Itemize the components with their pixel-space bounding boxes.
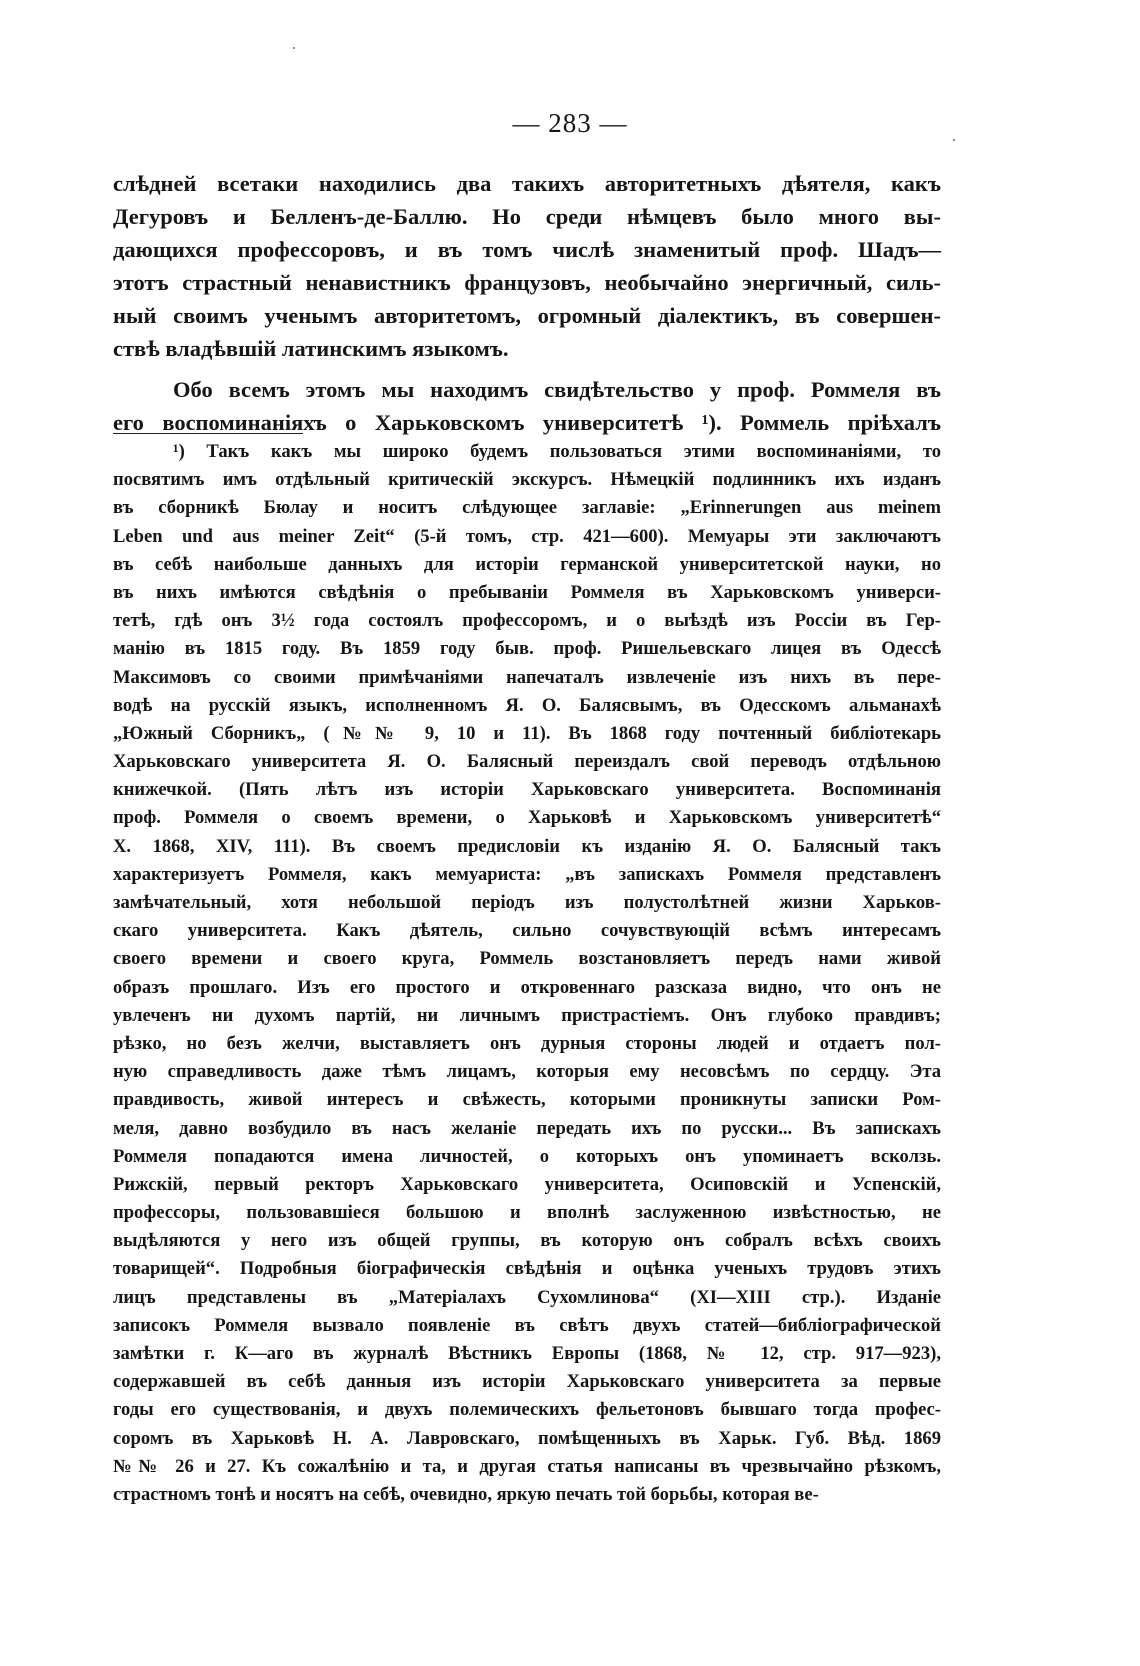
footnote-line: содержавшей въ себѣ данныя изъ исторіи Харьковскаго университета за первые xyxy=(113,1371,941,1393)
text-line: дающихся профессоровъ, и въ томъ числѣ знаменитый проф. Шадъ— xyxy=(113,237,941,262)
footnote-line: Leben und aus meiner Zeit“ (5-й томъ, стр. 421—600). Мемуары эти заключаютъ xyxy=(113,525,941,547)
footnote-line: страстномъ тонѣ и носятъ на себѣ, очевидно, яркую печать той борьбы, которая ве- xyxy=(113,1483,819,1505)
footnote-line: „Южный Сборникъ„ (№№ 9, 10 и 11). Въ 1868 году почтенный библіотекарь xyxy=(113,722,941,744)
paragraph-gap xyxy=(113,365,941,373)
footnote-line: проф. Роммеля о своемъ времени, о Харьковѣ и Харьковскомъ университетѣ“ xyxy=(113,807,941,829)
footnote-line: водѣ на русскій языкъ, исполненномъ Я. О. Балясвымъ, въ Одесскомъ альманахѣ xyxy=(113,694,941,716)
main-text xyxy=(113,167,941,439)
text-line: его воспоминаніяхъ о Харьковскомъ университетѣ ¹). Роммель пріѣхалъ xyxy=(113,410,941,435)
footnote-line: замѣчательный, хотя небольшой періодъ изъ полустолѣтней жизни Харьков- xyxy=(113,892,941,913)
footnote-line: записокъ Роммеля вызвало появленіе въ свѣтъ двухъ статей—библіографической xyxy=(113,1314,941,1336)
footnote-line: книжечкой. (Пять лѣтъ изъ исторіи Харьковскаго университета. Воспоминанія xyxy=(113,779,941,801)
page-number: — 283 — xyxy=(512,108,628,138)
footnote-line: въ нихъ имѣются свѣдѣнія о пребываніи Роммеля въ Харьковскомъ универси- xyxy=(113,581,941,603)
scan-speck xyxy=(953,139,955,141)
text-line: ный своимъ ученымъ авторитетомъ, огромный діалектикъ, въ совершен- xyxy=(113,303,941,328)
text-line: этотъ страстный ненавистникъ французовъ, необычайно энергичный, силь- xyxy=(113,270,941,295)
scan-speck xyxy=(293,47,295,49)
footnote-line: Рижскій, первый ректоръ Харьковскаго университета, Осиповскій и Успенскій, xyxy=(113,1173,941,1195)
footnote-line: лицъ представлены въ „Матеріалахъ Сухомлинова“ (XI—XIII стр.). Изданіе xyxy=(113,1286,941,1308)
footnote-line: профессоры, пользовавшіеся большою и вполнѣ заслуженною извѣстностью, не xyxy=(113,1202,941,1224)
footnote-line: товарищей“. Подробныя біографическія свѣдѣнія и оцѣнка ученыхъ трудовъ этихъ xyxy=(113,1258,941,1280)
footnote-line: манію въ 1815 году. Въ 1859 году быв. проф. Ришельевскаго лицея въ Одессѣ xyxy=(113,638,941,660)
footnote-line: въ сборникѣ Бюлау и носитъ слѣдующее заглавіе: „Erinnerungen aus meinem xyxy=(113,497,941,519)
text-line: ствѣ владѣвшій латинскимъ языкомъ. xyxy=(113,336,509,361)
footnote-line: рѣзко, но безъ желчи, выставляетъ онъ дурныя стороны людей и отдаетъ пол- xyxy=(113,1032,941,1054)
footnote-line: характеризуетъ Роммеля, какъ мемуариста: „въ запискахъ Роммеля представленъ xyxy=(113,863,941,885)
footnote-line: выдѣляются у него изъ общей группы, въ которую онъ собралъ всѣхъ своихъ xyxy=(113,1230,941,1252)
footnote-line: меля, давно возбудило въ насъ желаніе передать ихъ по русски... Въ запискахъ xyxy=(113,1117,941,1139)
text-line: слѣдней всетаки находились два такихъ авторитетныхъ дѣятеля, какъ xyxy=(113,171,941,196)
footnote xyxy=(113,438,941,1509)
text-line: Обо всемъ этомъ мы находимъ свидѣтельство у проф. Роммеля въ xyxy=(173,377,941,402)
footnote-line: Максимовъ со своими примѣчаніями напечаталъ извлеченіе изъ нихъ въ пере- xyxy=(113,666,941,688)
footnote-line: образъ прошлаго. Изъ его простого и откровеннаго разсказа видно, что онъ не xyxy=(113,976,941,998)
text-line: Дегуровъ и Белленъ-де-Баллю. Но среди нѣмцевъ было много вы- xyxy=(113,204,941,229)
footnote-line: №№ 26 и 27. Къ сожалѣнію и та, и другая статья написаны въ чрезвычайно рѣзкомъ, xyxy=(113,1455,941,1477)
footnote-line: ¹) Такъ какъ мы широко будемъ пользоваться этими воспоминаніями, то xyxy=(173,441,941,462)
footnote-line: въ себѣ наибольше данныхъ для исторіи германской университетской науки, но xyxy=(113,553,941,575)
footnote-line: своего времени и своего круга, Роммель возстановляетъ передъ нами живой xyxy=(113,948,941,970)
footnote-line: тетѣ, гдѣ онъ 3½ года состоялъ профессоромъ, и о выѣздѣ изъ Россіи въ Гер- xyxy=(113,610,941,632)
footnote-line: соромъ въ Харьковѣ Н. А. Лавровскаго, помѣщенныхъ въ Харьк. Губ. Вѣд. 1869 xyxy=(113,1427,941,1449)
footnote-line: посвятимъ имъ отдѣльный критическій экскурсъ. Нѣмецкій подлинникъ ихъ изданъ xyxy=(113,469,941,491)
footnote-line: скаго университета. Какъ дѣятель, сильно сочувствующій всѣмъ интересамъ xyxy=(113,920,941,942)
footnote-line: Роммеля попадаются имена личностей, о которыхъ онъ упоминаетъ всколзь. xyxy=(113,1145,941,1167)
footnote-separator xyxy=(113,433,303,434)
footnote-line: ную справедливость даже тѣмъ лицамъ, которыя ему несовсѣмъ по сердцу. Эта xyxy=(113,1061,941,1083)
footnote-line: замѣтки г. К—аго въ журналѣ Вѣстникъ Европы (1868, № 12, стр. 917—923), xyxy=(113,1343,941,1364)
footnote-line: Х. 1868, XIV, 111). Въ своемъ предисловіи къ изданію Я. О. Балясный такъ xyxy=(113,835,941,857)
footnote-line: правдивость, живой интересъ и свѣжесть, которыми проникнуты записки Ром- xyxy=(113,1089,941,1111)
footnote-line: Харьковскаго университета Я. О. Балясный переиздалъ свой переводъ отдѣльною xyxy=(113,751,941,773)
footnote-line: годы его существованія, и двухъ полемическихъ фельетоновъ бывшаго тогда профес- xyxy=(113,1399,941,1421)
footnote-line: увлеченъ ни духомъ партій, ни личнымъ пристрастіемъ. Онъ глубоко правдивъ; xyxy=(113,1004,941,1026)
